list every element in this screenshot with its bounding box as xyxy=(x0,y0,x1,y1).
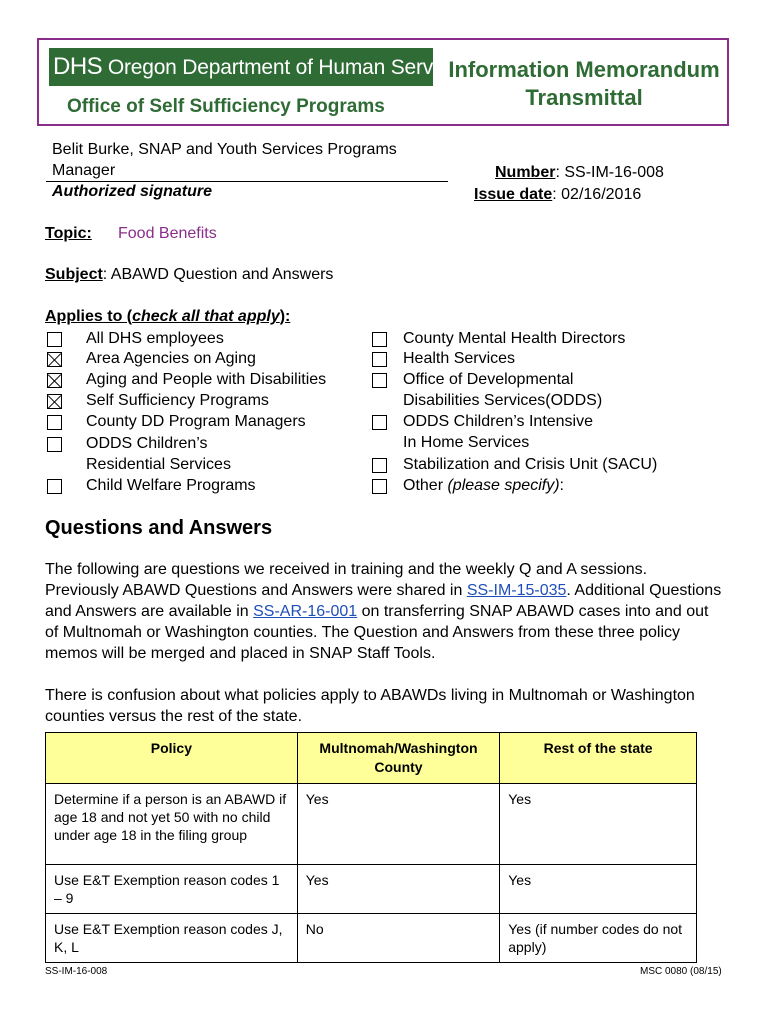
column-header: Policy xyxy=(46,733,298,784)
footer-doc-number: SS-IM-16-008 xyxy=(45,966,108,977)
memo-page: DHS Oregon Department of Human Services Office of Self Sufficiency Programs Information Memorandum Transmittal Belit Burke, SNAP and Youth Services Programs Manager Authorized signature Number: SS-IM-16-008 Issue date: 02/16/2016 Topic: Food Benefits Subject: ABAWD Question and Answers Applies to (check all that apply): All DHS employees Area Agencies on Aging Aging and People with Disabilities Self Sufficiency Programs County DD Program Managers ODDS Children’s Residential Services Child Welfare Programs County Mental Health Directors Health Services Office of Developmental Disabilities Services(ODDS) ODDS Children’s Intensive In Home Services Stabilization and Crisis Unit (SACU) Other (please specify): Questions and Answers The following are questions we received in training and the weekly Q and A sessions. Previously ABAWD Questions and Answers were shared in SS-IM-15-035. Additional Questions and Answers are available in SS-AR-16-001 on transferring SNAP ABAWD cases into and out of Multnomah or Washington counties. The Question and Answers from these three policy memos will be merged and placed in SNAP Staff Tools. There is confusion about what policies apply to ABAWDs living in Multnomah or Washington counties versus the rest of the state. Policy Multnomah/Washington County Rest of the state Determine if a person is an ABAWD if age 18 and not yet 50 with no child under age 18 in the filing group Yes Yes Use E&T Exemption reason codes 1 – 9 Yes Yes Use E&T Exemption reason codes J, K, L No Yes (if number codes do not apply) SS-IM-16-008 MSC 0080 (08/15) xyxy=(0,0,770,1024)
memo-title: Information Memorandum Transmittal xyxy=(448,57,720,110)
policy-table xyxy=(45,732,697,963)
office-name: Office of Self Sufficiency Programs xyxy=(67,96,385,117)
author-name: Belit Burke, SNAP and Youth Services Programs Manager xyxy=(52,141,397,179)
checkbox[interactable] xyxy=(372,352,387,367)
memo-number: Number: SS-IM-16-008 xyxy=(495,164,664,181)
applies-to-label: Applies to (check all that apply): xyxy=(45,308,291,325)
checkbox[interactable] xyxy=(372,458,387,473)
table-cell: Yes xyxy=(500,784,697,865)
checkbox-checked[interactable] xyxy=(47,352,62,367)
checkbox[interactable] xyxy=(372,479,387,494)
table-cell: Use E&T Exemption reason codes J, K, L xyxy=(46,914,298,963)
table-row xyxy=(46,865,697,914)
table-cell: No xyxy=(297,914,499,963)
checkbox[interactable] xyxy=(372,332,387,347)
table-row xyxy=(46,784,697,865)
topic-label: Topic: xyxy=(45,225,92,242)
table-cell: Yes (if number codes do not apply) xyxy=(500,914,697,963)
table-header-row xyxy=(46,733,697,784)
table-cell: Yes xyxy=(500,865,697,914)
link-ss-ar-16-001[interactable]: SS-AR-16-001 xyxy=(253,603,358,620)
checkbox[interactable] xyxy=(372,373,387,388)
dhs-logo xyxy=(49,48,470,86)
checkbox[interactable] xyxy=(372,415,387,430)
footer-form-number: MSC 0080 (08/15) xyxy=(640,966,722,977)
checkbox[interactable] xyxy=(47,332,62,347)
checkbox[interactable] xyxy=(47,479,62,494)
issue-date: Issue date: 02/16/2016 xyxy=(474,186,642,203)
header-box xyxy=(37,38,729,126)
checkbox-checked[interactable] xyxy=(47,373,62,388)
topic-value: Food Benefits xyxy=(118,225,217,242)
checkbox[interactable] xyxy=(47,437,62,452)
table-row xyxy=(46,914,697,963)
table-cell: Yes xyxy=(297,865,499,914)
table-cell: Yes xyxy=(297,784,499,865)
link-ss-im-15-035[interactable]: SS-IM-15-035 xyxy=(466,582,567,599)
confusion-paragraph: There is confusion about what policies apply to ABAWDs living in Multnomah or Washington counties versus the rest of the state. xyxy=(45,687,695,725)
logo-wordmark: DHS Oregon Department of Human Services xyxy=(53,53,470,80)
table-cell: Determine if a person is an ABAWD if age 18 and not yet 50 with no child under age 18 in the filing group xyxy=(46,784,298,865)
column-header: Rest of the state xyxy=(500,733,697,784)
table-cell: Use E&T Exemption reason codes 1 – 9 xyxy=(46,865,298,914)
checkbox-checked[interactable] xyxy=(47,394,62,409)
subject-line: Subject: ABAWD Question and Answers xyxy=(45,266,334,283)
column-header: Multnomah/Washington County xyxy=(297,733,499,784)
signature-label: Authorized signature xyxy=(52,183,213,200)
checkbox[interactable] xyxy=(47,415,62,430)
signature-line xyxy=(46,181,448,182)
section-heading: Questions and Answers xyxy=(45,517,273,539)
intro-paragraph: The following are questions we received in training and the weekly Q and A sessions. Previously ABAWD Questions and Answers were shared in SS-IM-15-035. Additional Questions and Answers are available in SS-AR-16-001 on transferring SNAP ABAWD cases into and out of Multnomah or Washington counties. The Question and Answers from these three policy memos will be merged and placed in SNAP Staff Tools. xyxy=(45,561,722,662)
